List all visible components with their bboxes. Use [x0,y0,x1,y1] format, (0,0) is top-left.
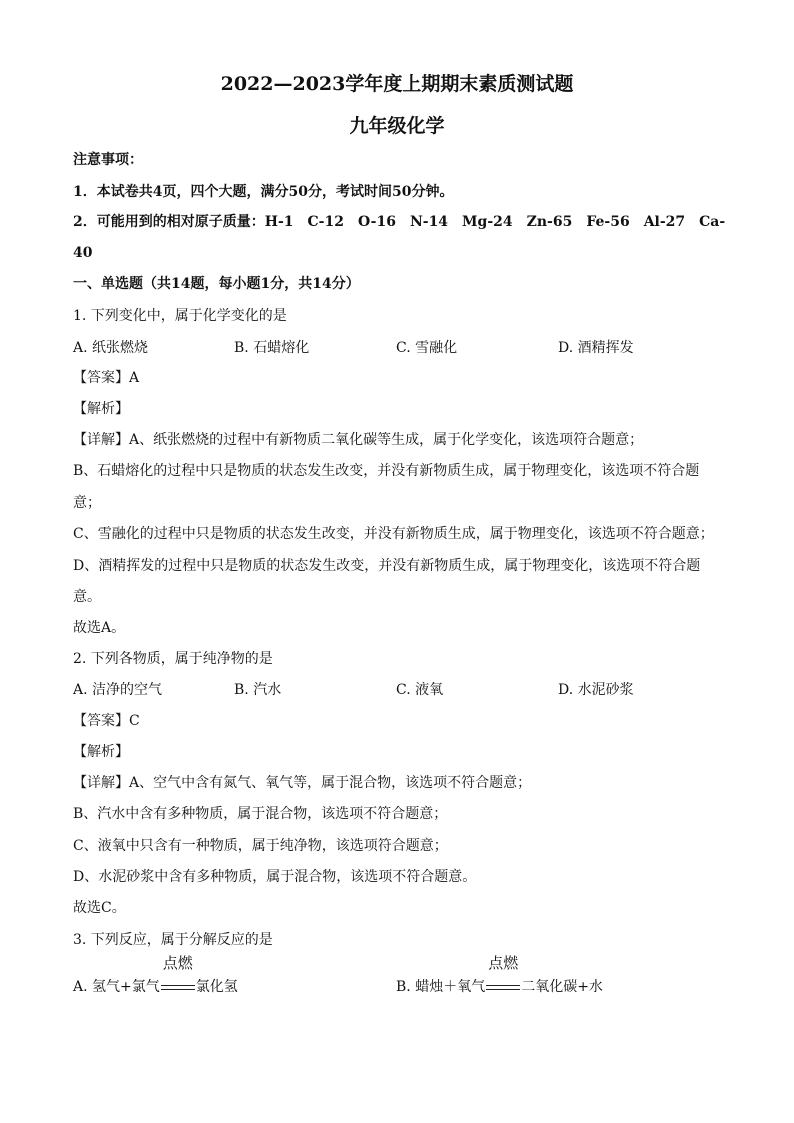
page-subtitle: 九年级化学 [349,115,445,137]
q3-option-a-equation-arrow [160,954,196,997]
q2-stem: 2. 下列各物质，属于纯净物的是 [73,651,273,667]
notes-item-2: 2．可能用到的相对原子质量：H-1 C-12 O-16 N-14 Mg-24 Zn-65 Fe-56 Al-27 Ca- [73,214,726,230]
q3-option-a-reactants: 氢气+氯气 [92,979,160,995]
q2-answer [73,711,140,731]
q2-answer-label: 【答案】 [73,713,129,729]
q3-option-b [396,954,603,997]
q2-option-a: A. 洁净的空气 [73,682,163,698]
q1-answer [73,368,139,388]
q3-option-a-equals-line [161,985,195,990]
q1-conclusion: 故选A。 [73,620,126,636]
q3-option-a-condition: 点燃 [162,954,193,972]
q3-option-b-equals-line [486,985,520,990]
notes-heading: 注意事项： [73,152,143,168]
q3-option-b-products: 二氧化碳+水 [521,979,603,995]
q1-detail-line-4: C、雪融化的过程中只是物质的状态发生改变，并没有新物质生成，属于物理变化，该选项不符合题意； [73,526,714,542]
q3-option-b-label: B. [396,979,416,995]
q1-option-d: D. 酒精挥发 [558,340,634,356]
q1-detail-line-6: 意。 [73,589,101,605]
notes-item-2-cont: 40 [73,245,93,261]
q1-detail-line-2: B、石蜡熔化的过程中只是物质的状态发生改变，并没有新物质生成，属于物理变化，该选项不符合题 [73,463,700,479]
q1-detail-line-5: D、酒精挥发的过程中只是物质的状态发生改变，并没有新物质生成，属于物理变化，该选项不符合题 [73,558,701,574]
q3-option-a [73,954,238,997]
q2-answer-value: C [129,713,140,729]
q2-detail-line-2: B、汽水中含有多种物质，属于混合物，该选项不符合题意； [73,806,448,822]
q3-option-a-label: A. [73,979,93,995]
q1-detail-line-3: 意； [73,495,101,511]
q3-stem: 3. 下列反应，属于分解反应的是 [73,932,273,948]
q2-analysis-label: 【解析】 [73,744,129,760]
q1-analysis-label: 【解析】 [73,401,129,417]
q2-detail-line-4: D、水泥砂浆中含有多种物质，属于混合物，该选项不符合题意。 [73,869,477,885]
notes-item-1: 1．本试卷共4页，四个大题，满分50分，考试时间50分钟。 [73,184,454,200]
q1-option-a: A. 纸张燃烧 [73,340,149,356]
q2-detail-line-1: 【详解】A、空气中含有氮气、氧气等，属于混合物，该选项不符合题意； [73,775,532,791]
q1-answer-value: A [129,370,140,386]
q2-detail-line-3: C、液氧中只含有一种物质，属于纯净物，该选项符合题意； [73,838,448,854]
q1-option-b: B. 石蜡熔化 [234,340,310,356]
section-heading: 一、单选题（共14题，每小题1分，共14分） [73,276,360,292]
q3-option-a-products: 氯化氢 [195,979,238,995]
q1-detail-line-1: 【详解】A、纸张燃烧的过程中有新物质二氧化碳等生成，属于化学变化，该选项符合题意； [73,432,644,448]
q2-option-d: D. 水泥砂浆 [558,682,634,698]
q3-option-b-equation-arrow [485,954,521,997]
q2-option-c: C. 液氧 [396,682,444,698]
q2-option-b: B. 汽水 [234,682,282,698]
q1-stem: 1. 下列变化中，属于化学变化的是 [73,308,287,324]
q3-option-b-condition: 点燃 [488,954,519,972]
q1-answer-label: 【答案】 [73,370,129,386]
page-title: 2022—2023学年度上期期末素质测试题 [220,73,574,95]
q3-option-b-reactants: 蜡烛＋氧气 [415,979,486,995]
q1-option-c: C. 雪融化 [396,340,458,356]
q2-conclusion: 故选C。 [73,900,126,916]
